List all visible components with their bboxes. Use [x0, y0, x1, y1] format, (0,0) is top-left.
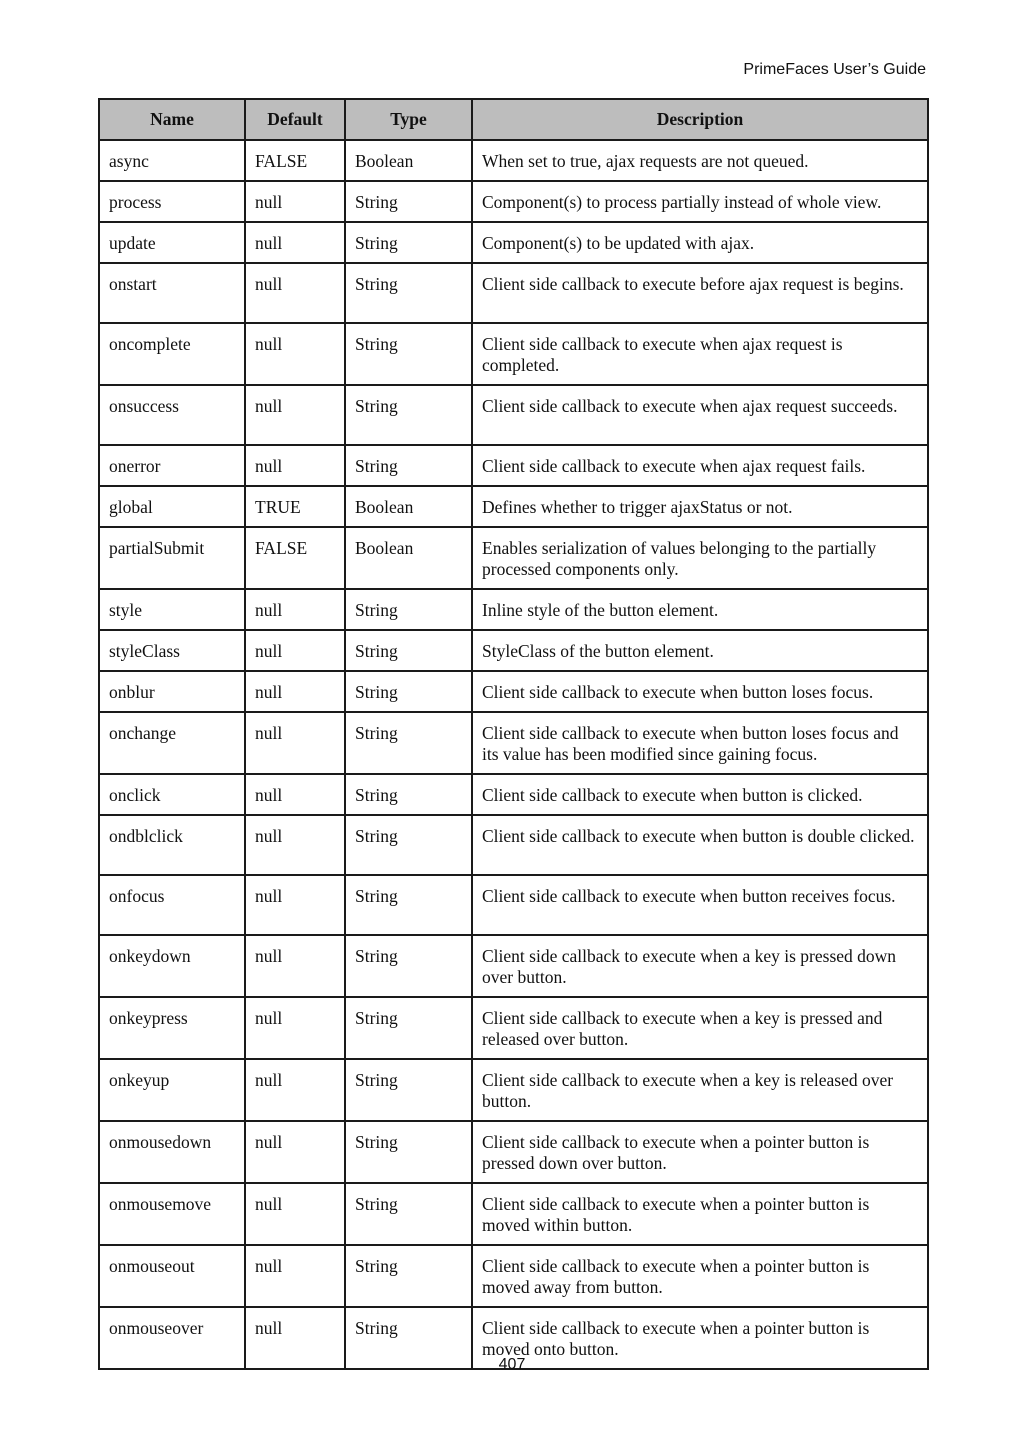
- cell-type: String: [345, 815, 472, 875]
- cell-name: async: [99, 140, 245, 181]
- cell-name: oncomplete: [99, 323, 245, 385]
- cell-type: String: [345, 875, 472, 935]
- cell-name: process: [99, 181, 245, 222]
- cell-description: Client side callback to execute when button is double clicked.: [472, 815, 928, 875]
- cell-default: null: [245, 1183, 345, 1245]
- cell-name: onerror: [99, 445, 245, 486]
- cell-default: null: [245, 589, 345, 630]
- table-row: [99, 712, 928, 774]
- cell-type: Boolean: [345, 140, 472, 181]
- cell-type: String: [345, 1059, 472, 1121]
- cell-type: String: [345, 263, 472, 323]
- cell-type: String: [345, 712, 472, 774]
- cell-type: String: [345, 181, 472, 222]
- cell-name: onmouseover: [99, 1307, 245, 1369]
- attributes-table: [98, 98, 929, 1370]
- cell-description: Client side callback to execute when a key is pressed down over button.: [472, 935, 928, 997]
- cell-name: global: [99, 486, 245, 527]
- column-header-description: Description: [472, 99, 928, 140]
- cell-name: styleClass: [99, 630, 245, 671]
- cell-name: style: [99, 589, 245, 630]
- cell-default: null: [245, 385, 345, 445]
- cell-type: String: [345, 222, 472, 263]
- cell-description: Client side callback to execute when a pointer button is moved away from button.: [472, 1245, 928, 1307]
- cell-name: onsuccess: [99, 385, 245, 445]
- cell-default: null: [245, 445, 345, 486]
- cell-type: String: [345, 630, 472, 671]
- cell-description: Defines whether to trigger ajaxStatus or not.: [472, 486, 928, 527]
- column-header-default: Default: [245, 99, 345, 140]
- cell-type: Boolean: [345, 527, 472, 589]
- table-row: [99, 385, 928, 445]
- cell-type: String: [345, 1121, 472, 1183]
- cell-name: onstart: [99, 263, 245, 323]
- cell-default: null: [245, 712, 345, 774]
- cell-default: null: [245, 222, 345, 263]
- cell-default: null: [245, 181, 345, 222]
- cell-description: Client side callback to execute when button receives focus.: [472, 875, 928, 935]
- cell-type: String: [345, 1245, 472, 1307]
- table-row: [99, 445, 928, 486]
- table-row: [99, 527, 928, 589]
- cell-name: onkeydown: [99, 935, 245, 997]
- cell-description: Client side callback to execute when button loses focus and its value has been modified since gaining focus.: [472, 712, 928, 774]
- cell-description: Client side callback to execute when ajax request is completed.: [472, 323, 928, 385]
- cell-name: onmousemove: [99, 1183, 245, 1245]
- cell-type: Boolean: [345, 486, 472, 527]
- cell-type: String: [345, 671, 472, 712]
- table-row: [99, 181, 928, 222]
- table-row: [99, 774, 928, 815]
- cell-description: Client side callback to execute when button is clicked.: [472, 774, 928, 815]
- cell-default: null: [245, 263, 345, 323]
- cell-default: null: [245, 935, 345, 997]
- cell-default: null: [245, 323, 345, 385]
- cell-description: Client side callback to execute when ajax request succeeds.: [472, 385, 928, 445]
- table-row: [99, 935, 928, 997]
- cell-type: String: [345, 935, 472, 997]
- cell-type: String: [345, 1183, 472, 1245]
- cell-name: onkeyup: [99, 1059, 245, 1121]
- cell-default: null: [245, 671, 345, 712]
- cell-description: Enables serialization of values belonging to the partially processed components only.: [472, 527, 928, 589]
- running-header: PrimeFaces User’s Guide: [743, 61, 926, 78]
- table-row: [99, 140, 928, 181]
- cell-name: ondblclick: [99, 815, 245, 875]
- column-header-name: Name: [99, 99, 245, 140]
- cell-default: null: [245, 630, 345, 671]
- table-header-row: [99, 99, 928, 140]
- table-row: [99, 1121, 928, 1183]
- cell-default: null: [245, 774, 345, 815]
- table-row: [99, 1245, 928, 1307]
- cell-description: Client side callback to execute when a pointer button is pressed down over button.: [472, 1121, 928, 1183]
- cell-description: Component(s) to be updated with ajax.: [472, 222, 928, 263]
- cell-type: String: [345, 445, 472, 486]
- cell-type: String: [345, 997, 472, 1059]
- page-number: 407: [498, 1356, 526, 1373]
- cell-name: onchange: [99, 712, 245, 774]
- table-row: [99, 875, 928, 935]
- cell-default: null: [245, 1121, 345, 1183]
- cell-description: Client side callback to execute when button loses focus.: [472, 671, 928, 712]
- cell-description: Component(s) to process partially instead of whole view.: [472, 181, 928, 222]
- cell-name: onmousedown: [99, 1121, 245, 1183]
- cell-default: null: [245, 1307, 345, 1369]
- table-row: [99, 589, 928, 630]
- cell-type: String: [345, 323, 472, 385]
- cell-name: onclick: [99, 774, 245, 815]
- cell-default: FALSE: [245, 140, 345, 181]
- cell-default: null: [245, 815, 345, 875]
- cell-name: update: [99, 222, 245, 263]
- table-body: [99, 140, 928, 1369]
- cell-description: Client side callback to execute when a key is released over button.: [472, 1059, 928, 1121]
- cell-default: null: [245, 1245, 345, 1307]
- cell-description: Client side callback to execute before ajax request is begins.: [472, 263, 928, 323]
- table-row: [99, 997, 928, 1059]
- table-row: [99, 486, 928, 527]
- cell-type: String: [345, 774, 472, 815]
- cell-description: Client side callback to execute when a pointer button is moved within button.: [472, 1183, 928, 1245]
- cell-description: Client side callback to execute when ajax request fails.: [472, 445, 928, 486]
- table-row: [99, 1059, 928, 1121]
- table-row: [99, 671, 928, 712]
- table-row: [99, 815, 928, 875]
- cell-type: String: [345, 589, 472, 630]
- table-row: [99, 263, 928, 323]
- cell-description: Client side callback to execute when a key is pressed and released over button.: [472, 997, 928, 1059]
- column-header-type: Type: [345, 99, 472, 140]
- cell-default: null: [245, 875, 345, 935]
- cell-name: onfocus: [99, 875, 245, 935]
- cell-default: TRUE: [245, 486, 345, 527]
- cell-description: When set to true, ajax requests are not queued.: [472, 140, 928, 181]
- cell-type: String: [345, 1307, 472, 1369]
- cell-name: onmouseout: [99, 1245, 245, 1307]
- cell-type: String: [345, 385, 472, 445]
- cell-name: onblur: [99, 671, 245, 712]
- cell-default: null: [245, 1059, 345, 1121]
- table-row: [99, 222, 928, 263]
- cell-description: Inline style of the button element.: [472, 589, 928, 630]
- cell-description: StyleClass of the button element.: [472, 630, 928, 671]
- cell-default: FALSE: [245, 527, 345, 589]
- cell-default: null: [245, 997, 345, 1059]
- cell-description: Client side callback to execute when a pointer button is moved onto button.: [472, 1307, 928, 1369]
- table-row: [99, 323, 928, 385]
- cell-name: partialSubmit: [99, 527, 245, 589]
- table-row: [99, 630, 928, 671]
- table-row: [99, 1183, 928, 1245]
- cell-name: onkeypress: [99, 997, 245, 1059]
